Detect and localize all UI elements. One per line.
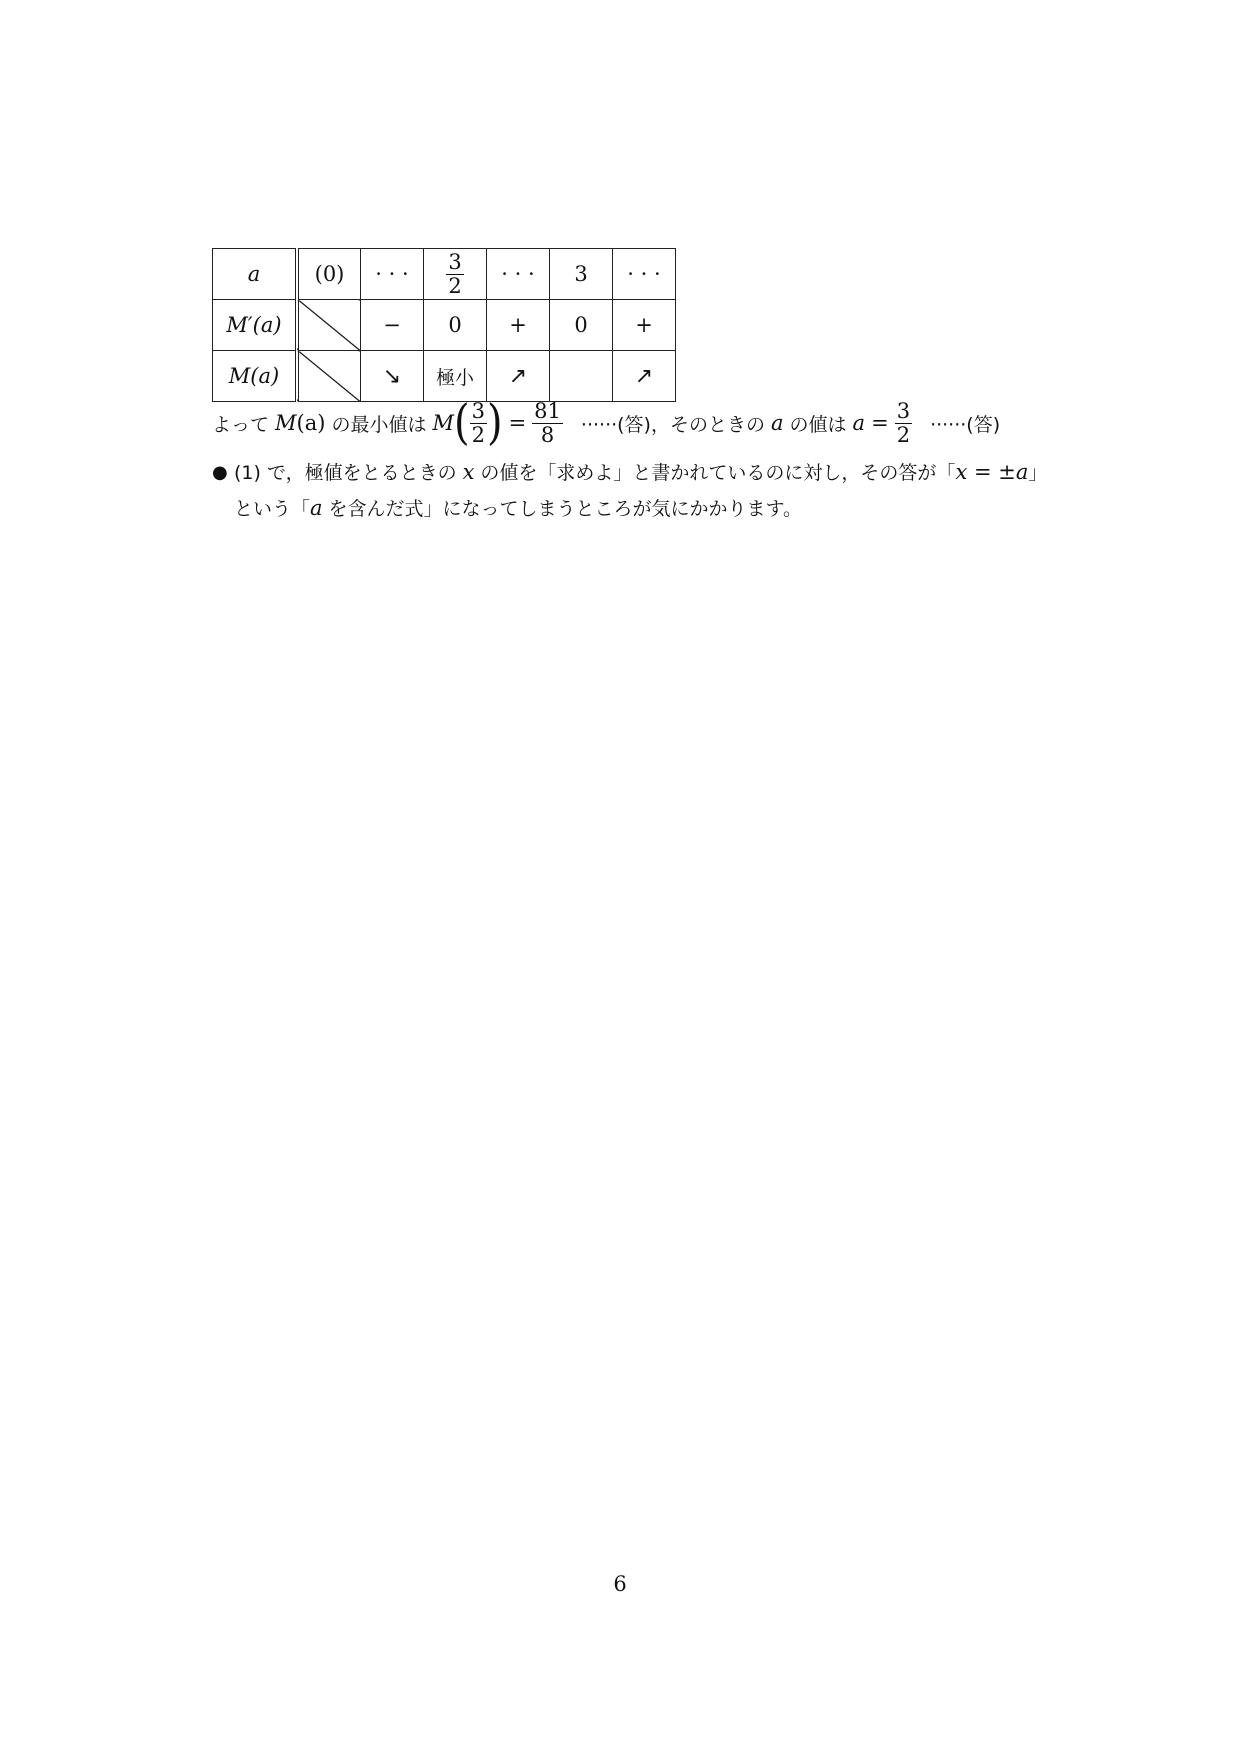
cell-three: 3 xyxy=(550,249,613,300)
math-symbol: a xyxy=(771,411,784,435)
down-arrow-icon: ↘ xyxy=(361,351,424,402)
table-row xyxy=(213,249,676,300)
diagonal-cell xyxy=(297,300,361,351)
conclusion-line: よって M (a) の最小値は M ( $\frac{3}{2}$ ) = $\frac{81}{8}$ ······(答) ，そのときの a の値は a = $\frac{3}{2}$ ······(答) xyxy=(212,395,1001,451)
bullet-icon: ● xyxy=(212,462,228,483)
table-row xyxy=(213,300,676,351)
cell-dots: · · · xyxy=(487,249,550,300)
up-arrow-icon: ↗ xyxy=(487,351,550,402)
diagonal-cell xyxy=(297,351,361,402)
sign-cell: 0 xyxy=(424,300,487,351)
equals-sign: = xyxy=(871,411,889,435)
math-symbol: x xyxy=(462,459,475,484)
cell-dots: · · · xyxy=(361,249,424,300)
note-line-2 xyxy=(234,494,802,521)
note-text: の値を「求めよ」と書かれているのに対し，その答が「 xyxy=(480,462,956,484)
row-label-derivative: M′(a) xyxy=(213,300,298,351)
note-text: を含んだ式」になってしまうところが気にかかります。 xyxy=(328,498,803,520)
sign-cell: 0 xyxy=(550,300,613,351)
empty-cell xyxy=(550,351,613,402)
local-min-cell: 極小 xyxy=(424,351,487,402)
conclusion-text: の最小値は xyxy=(331,413,427,436)
answer-mark: ······(答) xyxy=(580,413,651,436)
note-text: という「 xyxy=(234,498,311,520)
conclusion-text: の値は xyxy=(789,413,847,436)
row-label-function: M(a) xyxy=(213,351,298,402)
page-number: 6 xyxy=(613,1572,627,1596)
fraction-eighty-one-eighths: $\frac{81}{8}$ xyxy=(534,399,561,447)
table-row xyxy=(213,351,676,402)
answer-mark: ······(答) xyxy=(930,413,1001,436)
math-symbol: M xyxy=(432,411,454,435)
note-text: (1) で，極値をとるときの xyxy=(234,462,457,484)
note-text: 」 xyxy=(1028,462,1048,484)
cell-dots: · · · xyxy=(613,249,676,300)
cell-three-halves: $\frac{3}{2}$ xyxy=(424,249,487,300)
up-arrow-icon: ↗ xyxy=(613,351,676,402)
fraction-three-halves: $\frac{3}{2}$ xyxy=(896,399,911,447)
math-symbol: (a) xyxy=(296,411,326,435)
conclusion-text: ，そのときの xyxy=(650,413,765,436)
sign-cell: + xyxy=(487,300,550,351)
math-symbol: M xyxy=(275,411,297,435)
cell-zero: (0) xyxy=(297,249,361,300)
conclusion-text: よって xyxy=(212,413,270,436)
row-label-a: a xyxy=(213,249,298,300)
sign-cell: − xyxy=(361,300,424,351)
increase-decrease-table xyxy=(212,248,676,402)
sign-cell: + xyxy=(613,300,676,351)
fraction-three-halves: $\frac{3}{2}$ xyxy=(471,399,485,447)
note-line-1 xyxy=(234,458,1047,485)
math-expression: x = ±a xyxy=(955,459,1029,484)
equals-sign: = xyxy=(508,411,527,435)
math-symbol: a xyxy=(310,495,323,520)
math-symbol: a xyxy=(852,411,866,435)
